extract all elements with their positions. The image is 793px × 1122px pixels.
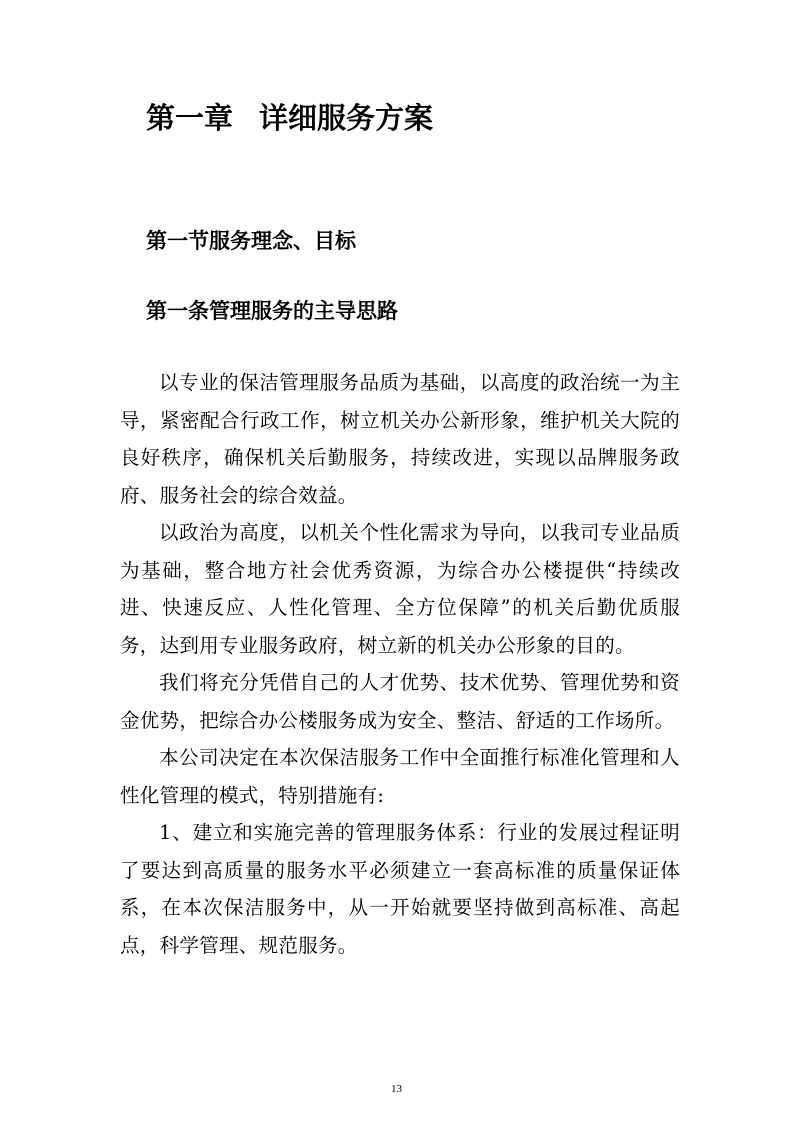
article-title: 第一条管理服务的主导思路 [146, 299, 398, 323]
body-text [120, 364, 680, 964]
page-number: 13 [391, 1083, 402, 1095]
paragraph-3: 我们将充分凭借自己的人才优势、技术优势、管理优势和资金优势，把综合办公楼服务成为安全、整洁、舒适的工作场所。 [120, 671, 680, 732]
paragraph-4: 本公司决定在本次保洁服务工作中全面推行标准化管理和人性化管理的模式，特别措施有: [120, 746, 680, 807]
section-title: 第一节服务理念、目标 [146, 229, 356, 253]
paragraph-5: 1、建立和实施完善的管理服务体系：行业的发展过程证明了要达到高质量的服务水平必须建立一套高标准的质量保证体系，在本次保洁服务中，从一开始就要坚持做到高标准、高起点，科学管理、规范服务。 [120, 821, 680, 957]
paragraph-2: 以政治为高度，以机关个性化需求为导向，以我司专业品质为基础，整合地方社会优秀资源，为综合办公楼提供“持续改进、快速反应、人性化管理、全方位保障”的机关后勤优质服务，达到用专业服务政府，树立新的机关办公形象的目的。 [120, 521, 680, 657]
paragraph-1: 以专业的保洁管理服务品质为基础，以高度的政治统一为主导，紧密配合行政工作，树立机关办公新形象，维护机关大院的良好秩序，确保机关后勤服务，持续改进，实现以品牌服务政府、服务社会的综合效益。 [120, 371, 680, 507]
chapter-name: 详细服务方案 [259, 101, 434, 135]
chapter-title [146, 98, 433, 138]
chapter-label: 第一章 [146, 101, 234, 135]
